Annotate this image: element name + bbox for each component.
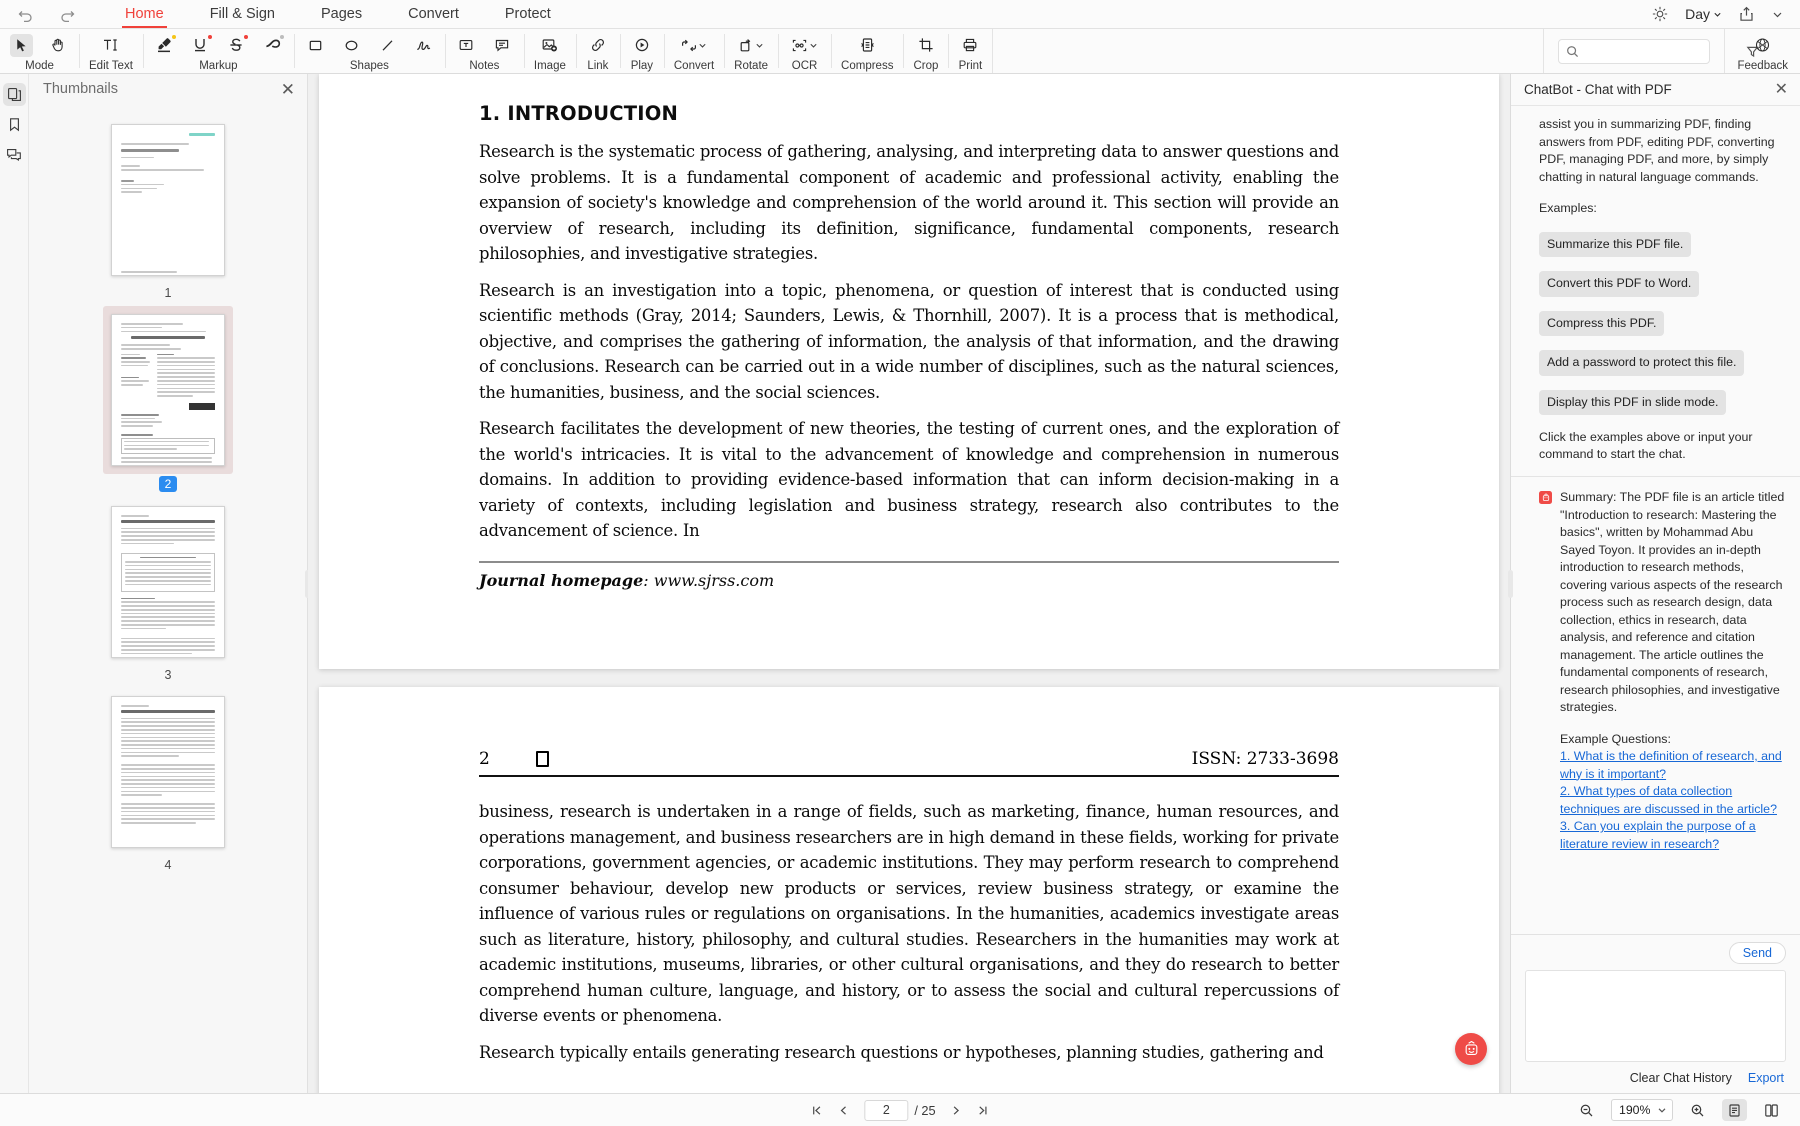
page-title: 1. INTRODUCTION xyxy=(479,102,679,125)
journal-divider xyxy=(479,561,1339,563)
pen-tool-icon[interactable] xyxy=(261,34,284,57)
thumbnail-frame xyxy=(103,498,233,666)
chat-questions-label: Example Questions: xyxy=(1560,731,1671,746)
feedback-icon xyxy=(1751,34,1774,57)
document-paragraph: business, research is undertaken in a range of fields, such as marketing, finance, human resources, and operations management, and business researchers are in high demand in these fields, working for private corporations, government agencies, or academic institutions. They may perform research to comprehend consumer behaviour, develop new products or services, review business strategy, or examine the influence of various rules or regulations on organisations. In the humanities, academics investigate areas such as literature, history, philosophy, and cultural studies. Researchers in the humanities may work at academic institutions, museums, libraries, or other cultural organisations, and they do research to better comprehend human culture, language, and history, or to assess the social and cultural repercussions of diverse events or phenomena. xyxy=(479,802,1339,1025)
page-total-label: / 25 xyxy=(914,1102,936,1118)
thumbnail-frame-selected xyxy=(103,306,233,474)
thumbnail-frame xyxy=(103,116,233,284)
share-icon[interactable] xyxy=(1739,6,1754,22)
ribbon-group-edit-text xyxy=(79,29,143,73)
text-box-tool-icon[interactable] xyxy=(455,34,478,57)
strikethrough-tool-icon[interactable] xyxy=(225,34,248,57)
ribbon-group-notes xyxy=(445,29,524,73)
hand-tool-icon[interactable] xyxy=(46,34,69,57)
undo-icon[interactable] xyxy=(14,3,36,25)
ribbon-group-play-label: Play xyxy=(630,60,654,72)
send-button[interactable]: Send xyxy=(1729,942,1786,964)
thumbnails-header xyxy=(29,74,307,104)
thumbnail-preview xyxy=(111,696,225,848)
chat-panel-resize-handle[interactable] xyxy=(1508,570,1513,598)
ribbon-group-rotate xyxy=(724,29,778,73)
ribbon-group-ocr xyxy=(778,29,831,73)
prev-page-icon[interactable] xyxy=(837,1104,850,1117)
highlight-tool-icon[interactable] xyxy=(153,34,176,57)
ribbon-group-compress xyxy=(831,29,903,73)
chat-question-link-1[interactable]: 1. What is the definition of research, and why is it important? xyxy=(1560,749,1782,781)
brightness-icon[interactable] xyxy=(1652,6,1668,22)
feedback-label: Feedback xyxy=(1737,60,1788,72)
underline-tool-icon[interactable] xyxy=(189,34,212,57)
menu-bar-right xyxy=(1652,0,1800,28)
play-tool-icon[interactable] xyxy=(630,34,653,57)
underline-color-dot xyxy=(208,35,212,39)
document-paragraph: Research is an investigation into a topic, phenomena, or question of interest that is conducted using scientific methods (Gray, 2014; Saunders, Lewis, & Thornhill, 2007). It is a process that is methodical, objective, and comprises the gathering of information, the analysis of that information, and the drawing of conclusions. Research can be carried out in a wide number of disciplines, such as the natural sciences, the humanities, business, and the social sciences. xyxy=(479,280,1339,402)
ribbon-group-notes-label: Notes xyxy=(469,60,500,72)
ocr-chevron-down-icon xyxy=(809,41,818,50)
highlight-color-dot xyxy=(172,35,176,39)
clear-chat-history-button[interactable]: Clear Chat History xyxy=(1629,1071,1732,1085)
side-rail xyxy=(0,74,29,1093)
theme-selector-label: Day xyxy=(1685,6,1710,22)
link-tool-icon[interactable] xyxy=(586,34,609,57)
thumbnail-item[interactable] xyxy=(103,498,233,682)
ribbon-group-shapes-label: Shapes xyxy=(349,60,389,72)
thumbnail-preview xyxy=(111,314,225,466)
menu-tab-pages-label: Pages xyxy=(320,6,363,22)
menu-tab-convert[interactable] xyxy=(385,0,482,28)
ribbon-toolbar xyxy=(0,29,1800,74)
journal-homepage xyxy=(479,571,1339,590)
thumbnail-item[interactable] xyxy=(103,306,233,492)
chatbot-header xyxy=(1511,74,1800,106)
ribbon-group-print xyxy=(948,29,992,73)
ribbon-group-ocr-label: OCR xyxy=(791,60,818,72)
chat-example-chip-slide-mode[interactable]: Display this PDF in slide mode. xyxy=(1539,390,1726,416)
crop-tool-icon[interactable] xyxy=(914,34,937,57)
thumbnail-preview xyxy=(111,506,225,658)
zoom-level-select[interactable] xyxy=(1611,1099,1673,1121)
chatbot-robot-icon xyxy=(1462,1040,1481,1059)
ribbon-group-image xyxy=(524,29,576,73)
line-tool-icon[interactable] xyxy=(376,34,399,57)
missing-glyph-icon xyxy=(536,751,549,767)
print-tool-icon[interactable] xyxy=(959,34,982,57)
ribbon-group-convert-label: Convert xyxy=(673,60,715,72)
thumbnail-preview xyxy=(111,124,225,276)
image-tool-icon[interactable] xyxy=(538,34,561,57)
ribbon-spacer xyxy=(992,29,1543,73)
convert-chevron-down-icon xyxy=(698,41,707,50)
menu-tab-protect[interactable] xyxy=(482,0,574,28)
chat-hint-text: Click the examples above or input your command to start the chat. xyxy=(1539,430,1753,461)
freehand-tool-icon[interactable] xyxy=(412,34,435,57)
zoom-controls xyxy=(1574,1099,1800,1121)
ocr-tool-icon[interactable] xyxy=(788,34,821,57)
pdf-page-2 xyxy=(319,687,1499,1093)
search-input[interactable] xyxy=(1585,44,1740,58)
thumbnail-item[interactable] xyxy=(103,688,233,872)
ribbon-group-compress-label: Compress xyxy=(841,60,894,72)
comments-icon xyxy=(6,147,22,162)
ribbon-group-play xyxy=(620,29,664,73)
next-page-icon[interactable] xyxy=(950,1104,963,1117)
history-buttons xyxy=(0,0,78,28)
running-head-page-number: 2 xyxy=(479,749,490,769)
chat-summary-text: Summary: The PDF file is an article titled "Introduction to research: Mastering the basics", written by Mohammad Abu Sayed Toyon. It provides an in-depth introduction to research methods, covering various aspects of the research process such as research design, data collection, ethics in research, data analysis, and reference and citation management. The article outlines the fundamental components of research, research philosophies, and investigative strategies. xyxy=(1560,490,1785,714)
menu-tab-protect-label: Protect xyxy=(504,6,551,22)
search-icon xyxy=(1566,45,1579,58)
menu-tab-fill-and-sign[interactable] xyxy=(187,0,298,28)
menu-tab-convert-label: Convert xyxy=(408,6,459,22)
strikethrough-color-dot xyxy=(244,35,248,39)
chat-question-link-3[interactable]: 3. Can you explain the purpose of a literature review in research? xyxy=(1560,819,1756,851)
convert-tool-icon[interactable] xyxy=(678,34,711,57)
ribbon-group-convert xyxy=(664,29,724,73)
sidebar-item-thumbnails[interactable] xyxy=(3,83,26,106)
close-icon[interactable]: ✕ xyxy=(1774,80,1788,98)
thumbnail-page-number-selected: 2 xyxy=(159,476,178,492)
ribbon-group-markup-label: Markup xyxy=(199,60,238,72)
menu-tab-fill-and-sign-label: Fill & Sign xyxy=(209,6,275,22)
chat-bot-message xyxy=(1539,489,1786,717)
menu-bar xyxy=(0,0,1800,29)
chat-actions xyxy=(1511,1062,1800,1093)
page-navigator xyxy=(810,1100,989,1121)
chatbot-title: ChatBot - Chat with PDF xyxy=(1524,82,1672,97)
zoom-out-icon[interactable] xyxy=(1574,1099,1599,1121)
first-page-icon[interactable] xyxy=(810,1104,823,1117)
rotate-chevron-down-icon xyxy=(755,41,764,50)
ribbon-group-mode xyxy=(0,29,79,73)
ribbon-group-markup xyxy=(143,29,294,73)
running-head-issn: ISSN: 2733-3698 xyxy=(1191,749,1339,769)
chevron-down-icon xyxy=(1713,10,1722,19)
thumbnails-title: Thumbnails xyxy=(43,81,118,97)
chat-example-questions xyxy=(1539,731,1786,854)
ribbon-group-crop-label: Crop xyxy=(913,60,939,72)
thumbnails-list[interactable] xyxy=(29,104,307,1093)
chat-examples-label: Examples: xyxy=(1539,201,1597,215)
thumbnails-panel xyxy=(29,74,308,1093)
ribbon-group-image-label: Image xyxy=(533,60,566,72)
bookmarks-icon xyxy=(7,117,22,132)
page-running-head xyxy=(479,749,1339,769)
status-bar xyxy=(0,1093,1800,1126)
document-viewport[interactable] xyxy=(308,74,1510,1093)
menu-tab-home-label: Home xyxy=(125,6,164,22)
chevron-down-icon xyxy=(1657,1105,1667,1115)
feedback-button[interactable] xyxy=(1724,29,1800,73)
sticky-note-tool-icon[interactable] xyxy=(491,34,514,57)
export-button[interactable]: Export xyxy=(1747,1071,1784,1085)
ribbon-group-shapes xyxy=(294,29,445,73)
chat-intro-message: assist you in summarizing PDF, finding answers from PDF, editing PDF, converting PDF, managing PDF, and more, by simply chatting in natural language commands. xyxy=(1539,117,1775,184)
single-page-view-icon[interactable] xyxy=(1722,1099,1747,1121)
ribbon-group-edit-text-label: Edit Text xyxy=(89,60,133,72)
thumbnail-page-number: 4 xyxy=(164,858,172,872)
expand-menu-chevron-icon[interactable] xyxy=(1771,8,1784,21)
thumbnail-page-number: 3 xyxy=(164,668,172,682)
chat-divider xyxy=(1511,476,1800,477)
chatbot-fab-button[interactable] xyxy=(1455,1033,1487,1065)
sidebar-item-comments[interactable] xyxy=(3,143,26,166)
chat-example-chip-compress[interactable]: Compress this PDF. xyxy=(1539,311,1664,337)
menu-tabs xyxy=(102,0,574,28)
ribbon-group-link xyxy=(576,29,620,73)
running-head-divider xyxy=(479,775,1339,777)
compress-tool-icon[interactable] xyxy=(856,34,879,57)
thumbnail-item[interactable] xyxy=(103,116,233,300)
zoom-level-value: 190% xyxy=(1619,1103,1651,1117)
redo-icon[interactable] xyxy=(56,3,78,25)
chat-message-list[interactable] xyxy=(1511,106,1800,934)
search-box[interactable] xyxy=(1558,39,1710,64)
ribbon-search-group xyxy=(1543,29,1724,73)
menu-tab-home[interactable] xyxy=(102,0,187,28)
dual-page-view-icon[interactable] xyxy=(1759,1099,1784,1121)
chat-example-chip-add-password[interactable]: Add a password to protect this file. xyxy=(1539,350,1744,376)
menu-tab-pages[interactable] xyxy=(298,0,385,28)
chat-question-link-2[interactable]: 2. What types of data collection techniques are discussed in the article? xyxy=(1560,784,1777,816)
chatbot-panel xyxy=(1510,74,1800,1093)
thumbnails-icon xyxy=(7,87,22,102)
edit-text-tool-icon[interactable] xyxy=(99,34,122,57)
chat-input-box[interactable] xyxy=(1525,970,1786,1062)
thumbnail-page-number: 1 xyxy=(164,286,172,300)
sidebar-item-bookmarks[interactable] xyxy=(3,113,26,136)
theme-selector[interactable] xyxy=(1685,6,1722,22)
select-tool-icon[interactable] xyxy=(10,34,33,57)
ellipse-tool-icon[interactable] xyxy=(340,34,363,57)
chat-example-chip-summarize[interactable]: Summarize this PDF file. xyxy=(1539,232,1691,258)
rotate-tool-icon[interactable] xyxy=(735,34,768,57)
close-icon[interactable]: ✕ xyxy=(280,79,295,99)
ribbon-group-rotate-label: Rotate xyxy=(734,60,769,72)
app-body xyxy=(0,74,1800,1093)
ribbon-group-print-label: Print xyxy=(958,60,983,72)
chat-example-chip-convert-word[interactable]: Convert this PDF to Word. xyxy=(1539,271,1699,297)
rectangle-tool-icon[interactable] xyxy=(304,34,327,57)
journal-homepage-url: : www.sjrss.com xyxy=(643,570,775,590)
ribbon-group-crop xyxy=(903,29,948,73)
chatbot-robot-icon xyxy=(1539,491,1552,504)
pen-color-dot xyxy=(280,35,284,39)
ribbon-group-mode-label: Mode xyxy=(25,60,54,72)
chat-send-row xyxy=(1511,935,1800,970)
pdf-page-1 xyxy=(319,74,1499,669)
page-number-input[interactable] xyxy=(864,1100,908,1121)
last-page-icon[interactable] xyxy=(977,1104,990,1117)
page-number-value: 2 xyxy=(882,1103,890,1117)
document-paragraph: Research is the systematic process of gathering, analysing, and interpreting data to answer questions and solve problems. It is a fundamental component of academic and professional activity, enabling the expansion of society's knowledge and comprehension of the world around it. This section will provide an overview of research, including its definition, significance, fundamental components, research philosophies, and investigative strategies. xyxy=(479,142,1339,263)
document-paragraph: Research facilitates the development of new theories, the testing of current ones, and the exploration of the world's intricacies. It is vital to the advancement of knowledge and comprehension in numerous domains. In addition to providing evidence-based information that can inform decision-making in a variety of contexts, including legislation and business strategy, research also contributes to the advancement of science. In xyxy=(479,419,1339,540)
thumbnail-frame xyxy=(103,688,233,856)
document-paragraph: Research typically entails generating research questions or hypotheses, planning studies, gathering and xyxy=(479,1042,1324,1062)
zoom-in-icon[interactable] xyxy=(1685,1099,1710,1121)
ribbon-group-link-label: Link xyxy=(587,60,609,72)
journal-homepage-label: Journal homepage xyxy=(479,570,644,590)
